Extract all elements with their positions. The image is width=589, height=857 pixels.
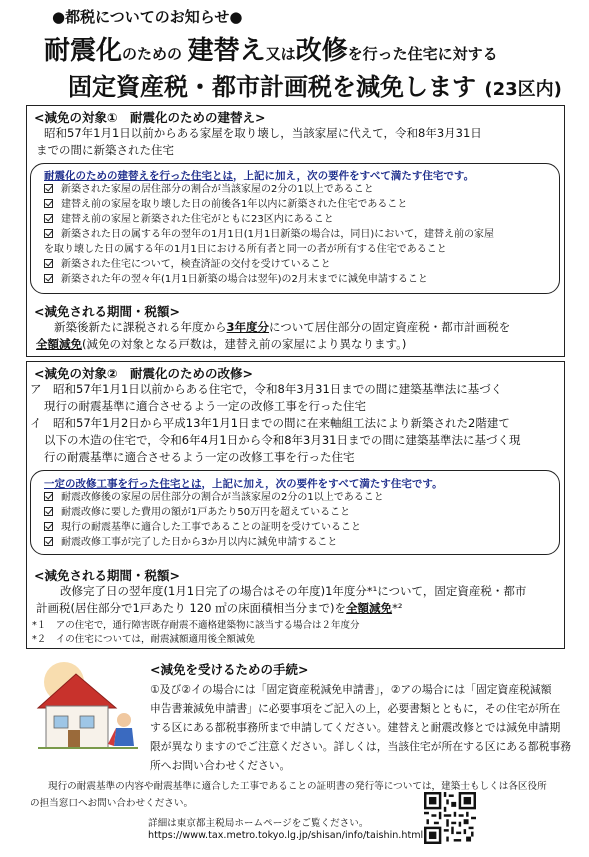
procedure-line: 所へお問い合わせください。	[150, 759, 291, 772]
footer-line1: 現行の耐震基準の内容や耐震基準に適合した工事であることの証明書の発行等については，建築士もしくは各区役所	[48, 781, 547, 792]
section1-period-line1	[54, 319, 510, 335]
main-title-line2	[68, 67, 562, 102]
title-notameno: のための	[122, 45, 183, 63]
section2-item	[44, 506, 350, 520]
procedure-title: <減免を受けるための手続>	[150, 662, 309, 677]
qr-code-icon[interactable]	[424, 792, 476, 844]
period-text: 新築後新たに課税される年度から	[54, 320, 227, 334]
checkbox-icon	[44, 274, 53, 283]
section1-item-text: 建替え前の家屋と新築された住宅がともに23区内にあること	[61, 214, 334, 225]
main-title-line1	[44, 30, 498, 67]
checkbox-icon	[44, 214, 53, 223]
section1-line2: までの間に新築された住宅	[36, 143, 174, 157]
section2-period-line1: 改修完了日の翌年度(1月1日完了の場合はその年度)1年度分*¹について，固定資産税・都市	[60, 584, 527, 598]
procedure-line: 限が異なりますのでご注意ください。詳しくは，当該住宅が所在する区にある都税事務	[150, 740, 572, 753]
title-tatekae: 建替え	[187, 36, 266, 66]
checkbox-icon	[44, 522, 53, 531]
title-tax-reduction: 固定資産税・都市計画税を減免します	[68, 73, 476, 101]
section2-i3: 行の耐震基準に適合させるよう一定の改修工事を行った住宅	[44, 450, 355, 464]
period-years: 3年度分	[226, 320, 270, 334]
title-suffix: を行った住宅に対する	[347, 45, 498, 63]
procedure-line: する区にある都税事務所まで申請してください。建替えと耐震改修とでは減免申請期	[150, 721, 561, 734]
footer-url[interactable]: https://www.tax.metro.tokyo.lg.jp/shisan/info/taishin.html	[148, 830, 424, 841]
procedure-line: 申告書兼減免申請書」に必要事項をご記入の上，必要書類とともに，その住宅が所在	[150, 702, 561, 715]
section1-item	[44, 183, 374, 197]
section2-item-text: 耐震改修工事が完了した日から3か月以内に減免申請すること	[61, 537, 338, 548]
section1-item-cont	[44, 243, 447, 257]
section2-requirements-heading	[44, 476, 443, 491]
section1-item	[44, 258, 331, 272]
title-mata-wa: 又は	[265, 45, 296, 63]
footer-line2: の担当窓口へお問い合わせください。	[30, 798, 194, 809]
full-exemption-label: 全額減免	[346, 601, 393, 615]
full-exemption-label: 全額減免	[36, 337, 82, 351]
period-text: 計画税(居住部分で1戸あたり 120 ㎡の床面積相当分まで)を	[36, 601, 347, 615]
footer-line3: 詳細は東京都主税局ホームページをご覧ください。	[148, 818, 369, 829]
section2-note1: *１ アの住宅で，通行障害既存耐震不適格建築物に該当する場合は２年度分	[32, 620, 360, 631]
section2-i2: 以下の木造の住宅で，令和6年4月1日から令和8年3月31日までの間に建築基準法に基づく現	[44, 433, 521, 447]
section1-item-text: 新築された住宅について，検査済証の交付を受けていること	[61, 259, 331, 270]
section2-note2: *２ イの住宅については，耐震減額適用後全額減免	[32, 634, 256, 645]
procedure-line: ①及び②イの場合には「固定資産税減免申請書」，②アの場合には「固定資産税減額	[150, 683, 552, 696]
section2-item-text: 現行の耐震基準に適合した工事であることの証明を受けていること	[61, 522, 361, 533]
section2-req-head-underlined: 一定の改修工事を行った住宅とは	[44, 478, 202, 490]
section1-title: <減免の対象① 耐震化のための建替え>	[34, 110, 266, 125]
section2-title: <減免の対象② 耐震化のための改修>	[34, 366, 254, 381]
title-23ku: (23区内)	[484, 79, 562, 100]
checkbox-icon	[44, 537, 53, 546]
section2-a2: 現行の耐震基準に適合させるよう一定の改修工事を行った住宅	[44, 399, 366, 413]
title-taishinka: 耐震化	[44, 36, 123, 66]
checkbox-icon	[44, 507, 53, 516]
section1-item	[44, 273, 428, 287]
section2-req-head-rest: ，上記に加え，次の要件をすべて満たす住宅です。	[201, 478, 443, 490]
section2-a1: ア 昭和57年1月1日以前からある住宅で，令和8年3月31日までの間に建築基準法に基づく	[30, 382, 503, 396]
section1-req-head-underlined: 耐震化のための建替えを行った住宅とは	[44, 170, 233, 182]
section1-item-text: 新築された家屋の居住部分の割合が当該家屋の2分の1以上であること	[61, 184, 374, 195]
period-text: (減免の対象となる戸数は，建替え前の家屋により異なります。)	[82, 337, 407, 351]
period-text: について居住部分の固定資産税・都市計画税を	[269, 320, 511, 334]
section1-period-line2	[36, 336, 406, 352]
checkbox-icon	[44, 492, 53, 501]
section2-item	[44, 491, 384, 505]
section2-period-title: <減免される期間・税額>	[34, 568, 180, 583]
section2-period-line2	[36, 600, 402, 616]
title-kaishu: 改修	[295, 36, 348, 66]
section1-item-text: 新築された年の翌々年(1月1日新築の場合は翌年)の2月末までに減免申請すること	[61, 274, 428, 285]
notice-label: ●都税についてのお知らせ●	[52, 8, 243, 26]
section1-item-text: 新築された日の属する年の翌年の1月1日(1月1日新築の場合は，同日)において，建替え前の家屋	[61, 229, 495, 240]
section2-item	[44, 536, 337, 550]
footnote-mark: *²	[392, 601, 403, 615]
section1-line1: 昭和57年1月1日以前からある家屋を取り壊し，当該家屋に代えて，令和8年3月31日	[44, 126, 482, 140]
checkbox-icon	[44, 229, 53, 238]
section1-requirements-heading	[44, 168, 474, 183]
section1-item-text: 建替え前の家屋を取り壊した日の前後各1年以内に新築された住宅であること	[61, 199, 408, 210]
section2-item-text: 耐震改修に要した費用の額が1戸あたり50万円を超えていること	[61, 507, 351, 518]
section2-item	[44, 521, 361, 535]
section1-item	[44, 228, 494, 242]
section1-item	[44, 198, 407, 212]
section1-item-text: を取り壊した日の属する年の1月1日における所有者と同一の者が所有する住宅であること	[44, 244, 447, 255]
section2-i1: イ 昭和57年1月2日から平成13年1月1日までの間に在来軸組工法により新築された2階建て	[30, 416, 510, 430]
section2-item-text: 耐震改修後の家屋の居住部分の割合が当該家屋の2分の1以上であること	[61, 492, 384, 503]
checkbox-icon	[44, 199, 53, 208]
section1-period-title: <減免される期間・税額>	[34, 304, 180, 319]
section1-req-head-rest: ，上記に加え，次の要件をすべて満たす住宅です。	[233, 170, 475, 182]
checkbox-icon	[44, 184, 53, 193]
section1-item	[44, 213, 334, 227]
house-illustration	[34, 660, 142, 752]
checkbox-icon	[44, 259, 53, 268]
